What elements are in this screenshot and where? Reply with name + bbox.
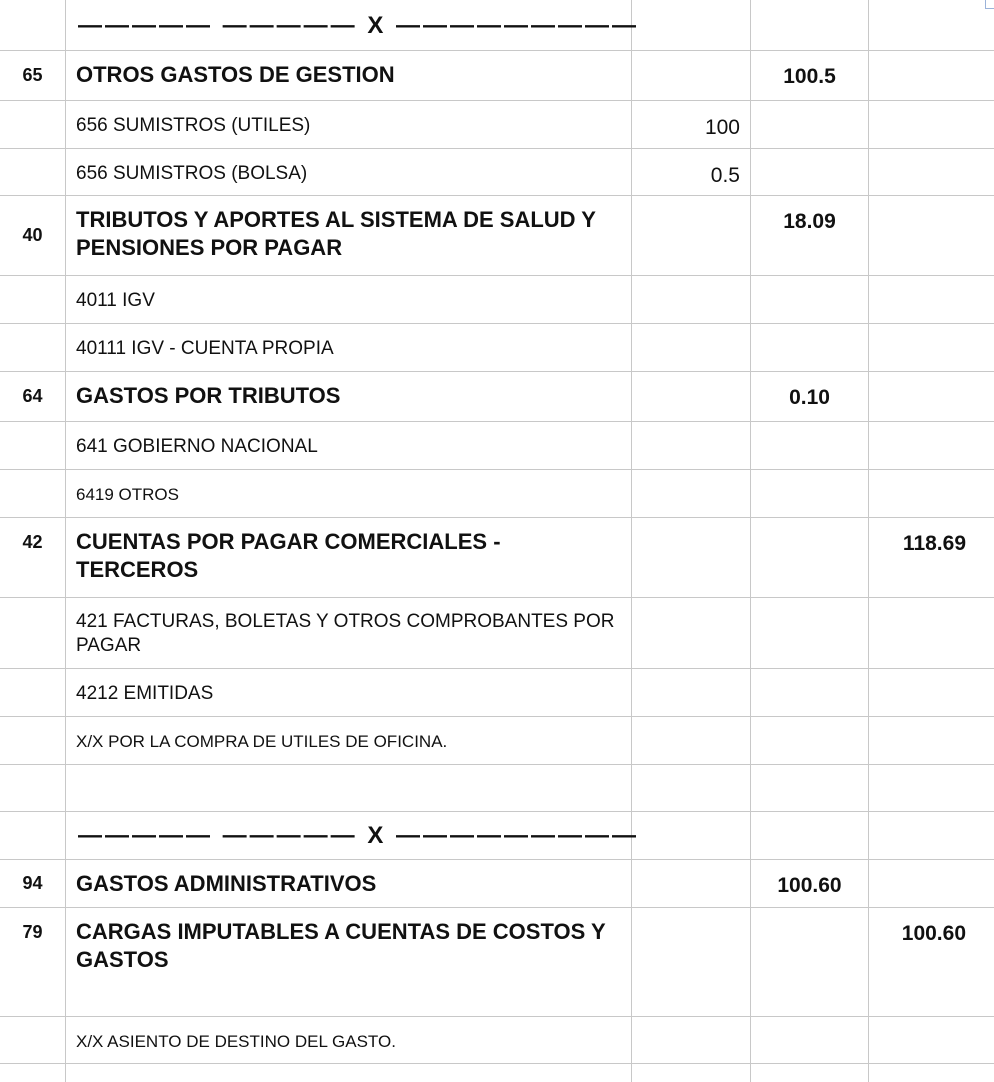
credit-amount[interactable]: 118.69: [902, 532, 966, 555]
table-row: [0, 908, 994, 1017]
debit-cell[interactable]: [751, 276, 869, 323]
code-cell[interactable]: [0, 1064, 66, 1082]
table-row: [0, 669, 994, 717]
debit-amount[interactable]: 100.5: [751, 51, 869, 100]
partial-cell[interactable]: [632, 860, 751, 907]
subaccount-name[interactable]: 4212 EMITIDAS: [66, 669, 632, 716]
code-cell[interactable]: [0, 422, 66, 469]
credit-cell[interactable]: [869, 149, 994, 195]
debit-cell[interactable]: [751, 669, 869, 716]
account-code[interactable]: 94: [0, 860, 66, 907]
partial-cell[interactable]: [632, 908, 751, 1016]
partial-cell[interactable]: [632, 0, 751, 50]
subaccount-name[interactable]: 6419 OTROS: [66, 470, 632, 517]
subaccount-name[interactable]: 641 GOBIERNO NACIONAL: [66, 422, 632, 469]
code-cell[interactable]: [0, 812, 66, 859]
table-row: [0, 196, 994, 276]
partial-cell[interactable]: [632, 812, 751, 859]
partial-cell[interactable]: [632, 717, 751, 764]
table-row: [0, 276, 994, 324]
debit-cell[interactable]: [751, 717, 869, 764]
debit-cell[interactable]: [751, 422, 869, 469]
table-row: [0, 765, 994, 812]
credit-cell[interactable]: [869, 812, 994, 859]
partial-cell[interactable]: [632, 765, 751, 811]
partial-cell[interactable]: [632, 470, 751, 517]
table-row: [0, 422, 994, 470]
account-name[interactable]: OTROS GASTOS DE GESTION: [66, 51, 632, 100]
code-cell[interactable]: [0, 1017, 66, 1063]
partial-cell[interactable]: [632, 1017, 751, 1063]
table-row: [0, 470, 994, 518]
code-cell[interactable]: [0, 276, 66, 323]
subaccount-name[interactable]: 656 SUMISTROS (UTILES): [66, 101, 632, 148]
debit-cell[interactable]: [751, 812, 869, 859]
account-name[interactable]: GASTOS ADMINISTRATIVOS: [66, 860, 632, 907]
account-name[interactable]: TRIBUTOS Y APORTES AL SISTEMA DE SALUD Y PENSIONES POR PAGAR: [66, 196, 632, 275]
subaccount-name[interactable]: 421 FACTURAS, BOLETAS Y OTROS COMPROBANTES POR PAGAR: [66, 598, 632, 668]
code-cell[interactable]: [0, 0, 66, 50]
table-row: [0, 51, 994, 101]
table-row: [0, 0, 994, 51]
subaccount-name[interactable]: 656 SUMISTROS (BOLSA): [66, 149, 632, 195]
credit-cell[interactable]: [869, 422, 994, 469]
debit-amount[interactable]: 18.09: [751, 196, 869, 275]
table-row: [0, 518, 994, 598]
table-row: [0, 598, 994, 669]
debit-cell[interactable]: [751, 324, 869, 371]
account-code[interactable]: 65: [0, 51, 66, 100]
partial-cell[interactable]: [632, 598, 751, 668]
debit-cell[interactable]: [751, 149, 869, 195]
partial-cell[interactable]: [632, 196, 751, 275]
partial-cell[interactable]: [632, 51, 751, 100]
code-cell[interactable]: [0, 149, 66, 195]
credit-cell[interactable]: [869, 765, 994, 811]
credit-cell[interactable]: [869, 372, 994, 421]
debit-cell[interactable]: [751, 1017, 869, 1063]
account-name[interactable]: GASTOS POR TRIBUTOS: [66, 372, 632, 421]
subaccount-name[interactable]: 4011 IGV: [66, 276, 632, 323]
account-code[interactable]: 64: [0, 372, 66, 421]
partial-cell[interactable]: [632, 324, 751, 371]
code-cell[interactable]: [0, 717, 66, 764]
credit-cell[interactable]: [869, 717, 994, 764]
debit-cell[interactable]: [751, 598, 869, 668]
description-cell[interactable]: [66, 765, 632, 811]
code-cell[interactable]: [0, 765, 66, 811]
entry-gloss[interactable]: X/X POR LA COMPRA DE UTILES DE OFICINA.: [66, 717, 632, 764]
partial-cell[interactable]: [632, 518, 751, 597]
code-cell[interactable]: [0, 598, 66, 668]
table-row: [0, 717, 994, 765]
credit-cell[interactable]: [869, 669, 994, 716]
partial-cell[interactable]: [632, 276, 751, 323]
credit-amount[interactable]: 100.60: [901, 922, 966, 945]
table-row: [0, 860, 994, 908]
debit-cell[interactable]: [751, 101, 869, 148]
table-row: [0, 1017, 994, 1064]
credit-cell[interactable]: [869, 276, 994, 323]
credit-cell[interactable]: [869, 1017, 994, 1063]
code-cell[interactable]: [0, 669, 66, 716]
account-code[interactable]: 42: [0, 518, 66, 597]
table-row: [0, 812, 994, 860]
code-cell[interactable]: [0, 470, 66, 517]
table-row: [0, 1064, 994, 1082]
credit-cell[interactable]: [869, 324, 994, 371]
debit-cell[interactable]: [751, 908, 869, 1016]
debit-cell[interactable]: [751, 470, 869, 517]
table-row: [0, 149, 994, 196]
account-code[interactable]: 79: [0, 908, 66, 1016]
credit-cell[interactable]: [869, 196, 994, 275]
code-cell[interactable]: [0, 101, 66, 148]
account-name[interactable]: CARGAS IMPUTABLES A CUENTAS DE COSTOS Y GASTOS: [66, 908, 632, 1016]
credit-cell[interactable]: [869, 1064, 994, 1082]
description-cell[interactable]: [66, 1064, 632, 1082]
partial-cell[interactable]: [632, 669, 751, 716]
credit-cell[interactable]: [869, 598, 994, 668]
entry-separator[interactable]: ————— ————— X —————————: [66, 812, 632, 859]
subaccount-name[interactable]: 40111 IGV - CUENTA PROPIA: [66, 324, 632, 371]
table-row: [0, 324, 994, 372]
debit-cell[interactable]: [751, 765, 869, 811]
partial-amount[interactable]: 0.5: [632, 149, 751, 195]
partial-cell[interactable]: [632, 422, 751, 469]
credit-cell[interactable]: [869, 51, 994, 100]
debit-amount[interactable]: 0.10: [751, 372, 869, 421]
partial-cell[interactable]: [632, 372, 751, 421]
debit-amount[interactable]: 100.60: [751, 860, 869, 907]
selection-corner-marker: [985, 0, 994, 9]
credit-cell[interactable]: [869, 101, 994, 148]
account-name[interactable]: CUENTAS POR PAGAR COMERCIALES - TERCEROS: [66, 518, 632, 597]
credit-cell[interactable]: [869, 470, 994, 517]
debit-cell[interactable]: [751, 1064, 869, 1082]
credit-cell[interactable]: [869, 0, 994, 50]
table-row: [0, 101, 994, 149]
partial-cell[interactable]: [632, 1064, 751, 1082]
debit-cell[interactable]: [751, 0, 869, 50]
credit-cell[interactable]: [869, 860, 994, 907]
debit-cell[interactable]: [751, 518, 869, 597]
code-cell[interactable]: [0, 324, 66, 371]
table-row: [0, 372, 994, 422]
partial-amount[interactable]: 100: [632, 101, 751, 148]
entry-gloss[interactable]: X/X ASIENTO DE DESTINO DEL GASTO.: [66, 1017, 632, 1063]
entry-separator[interactable]: ————— ————— X —————————: [66, 0, 632, 50]
account-code[interactable]: 40: [0, 196, 66, 275]
